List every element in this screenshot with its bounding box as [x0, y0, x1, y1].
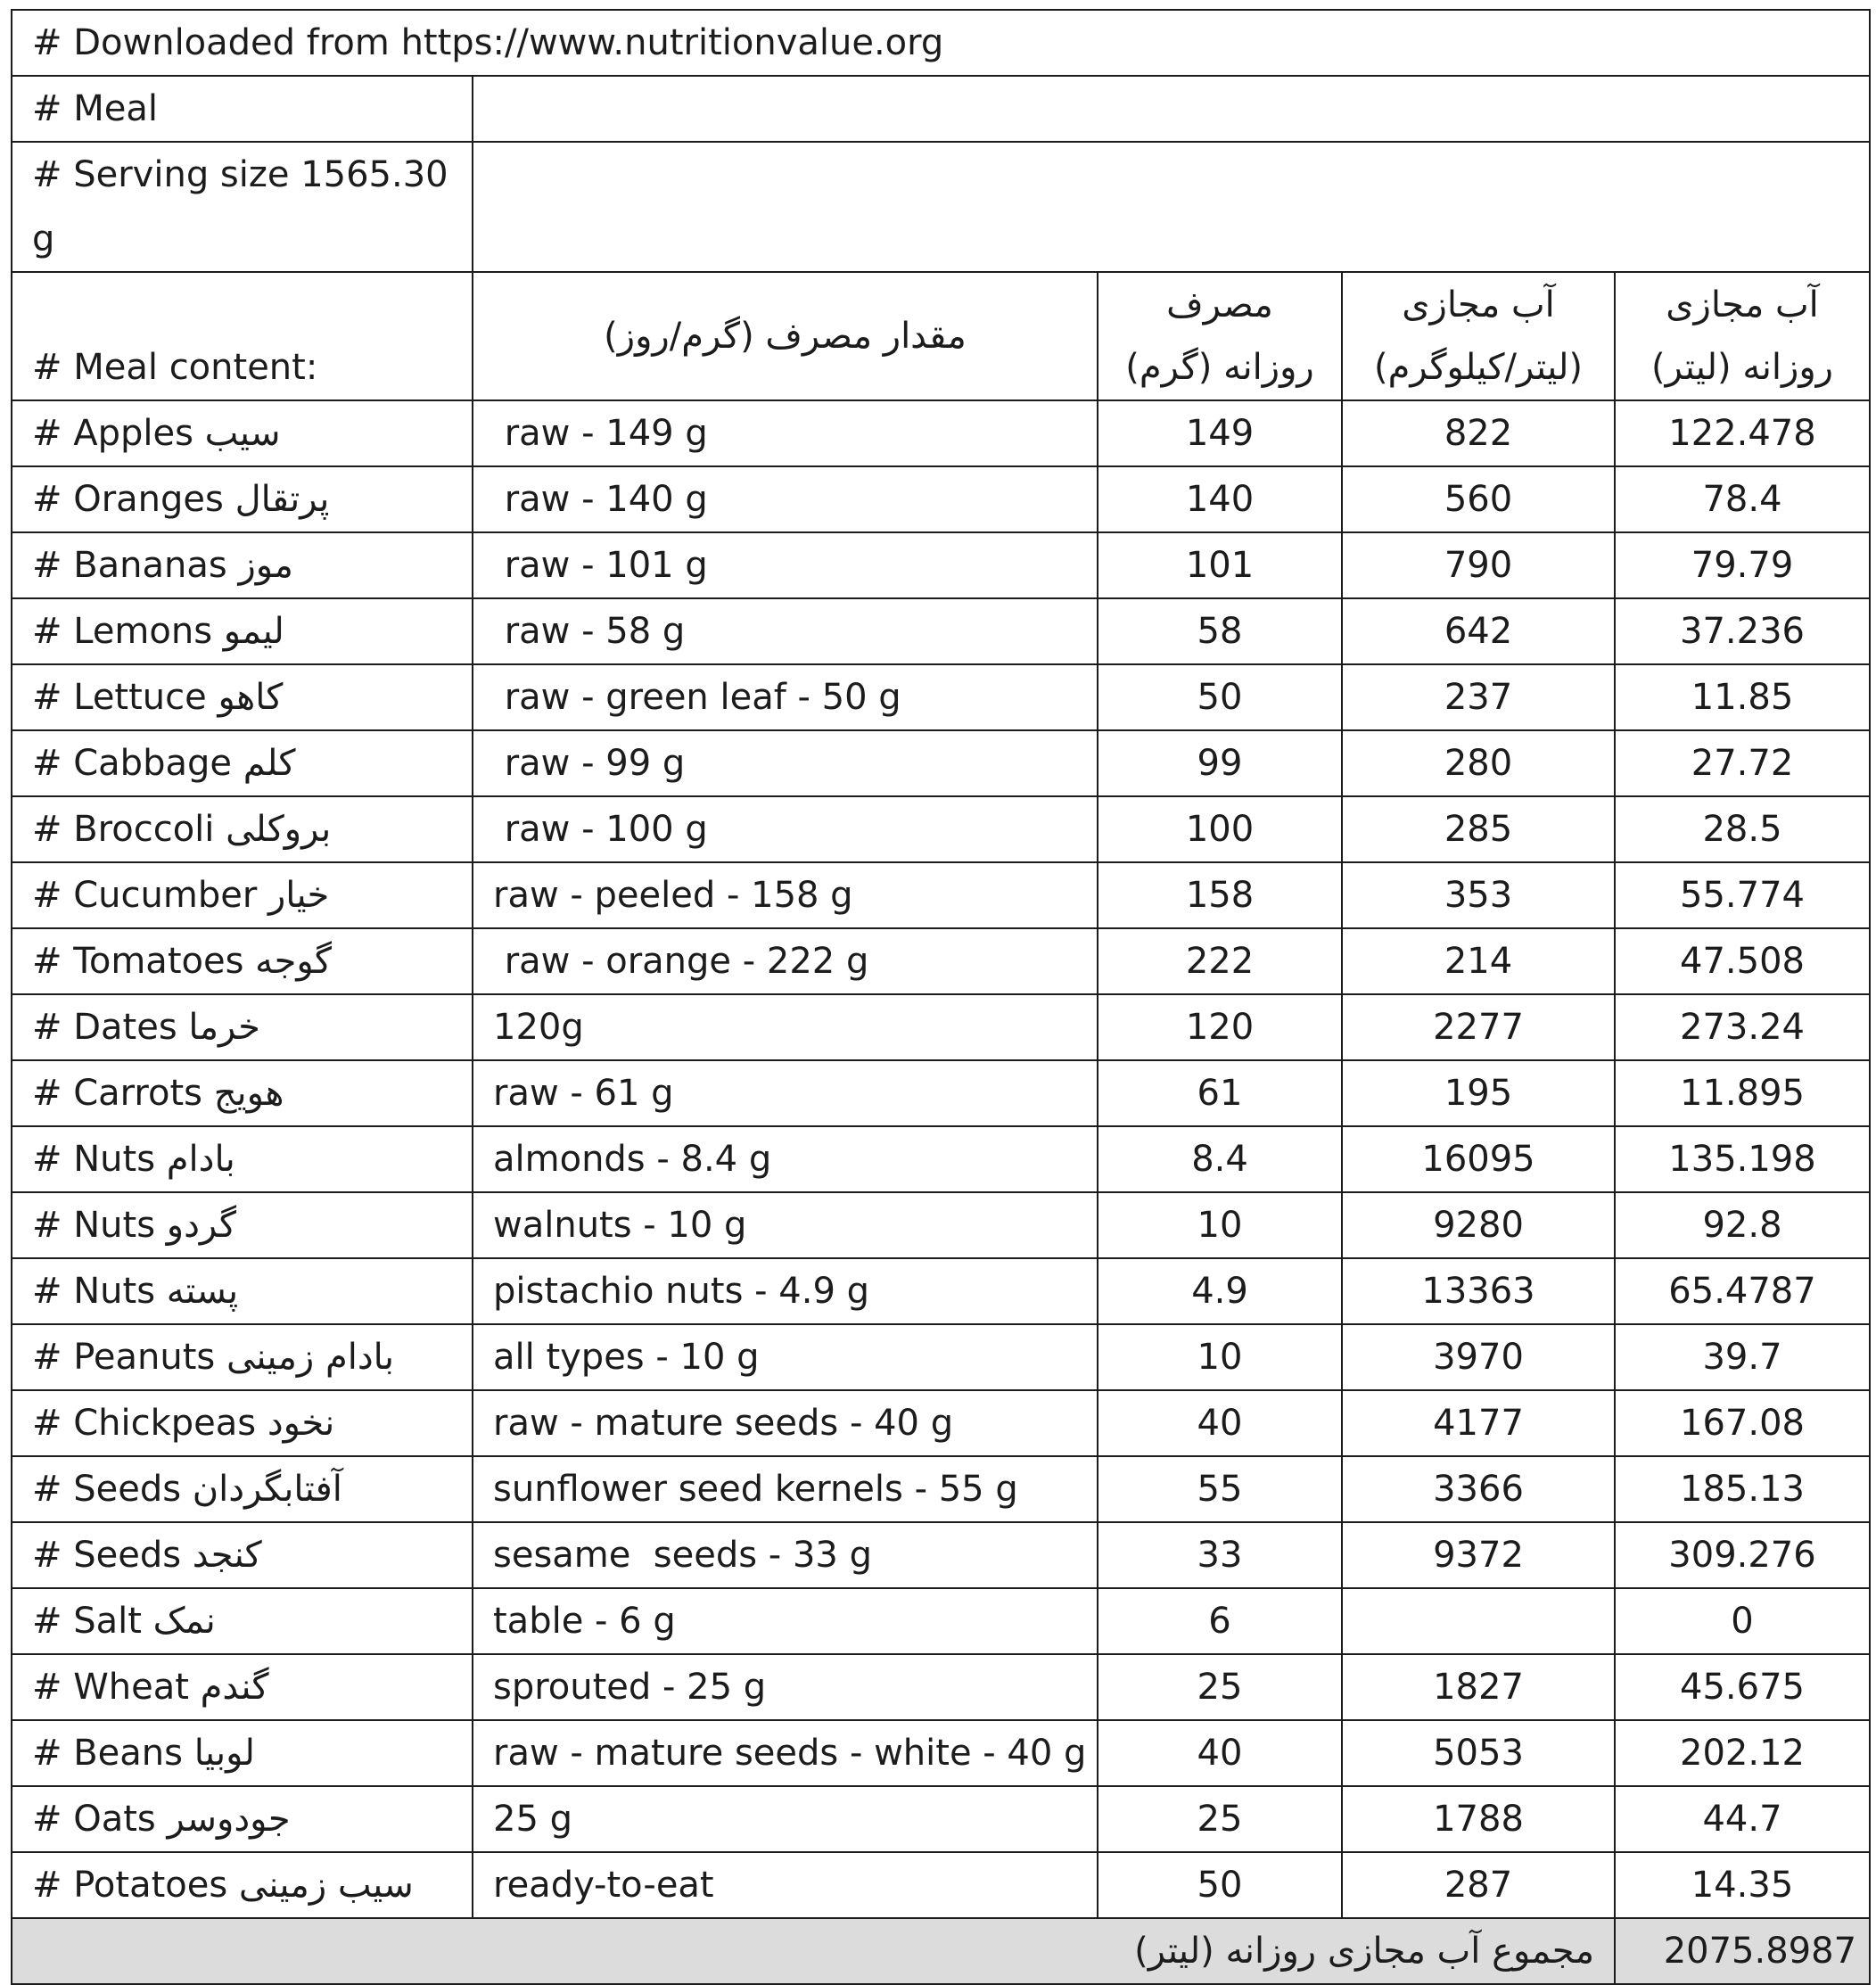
item-description: 25 g	[473, 1786, 1098, 1852]
item-name-cell	[12, 1852, 473, 1918]
virtual-water-per-kg: 195	[1342, 1060, 1615, 1126]
daily-grams: 140	[1098, 466, 1342, 532]
virtual-water-per-kg: 9372	[1342, 1522, 1615, 1588]
item-description: table - 6 g	[473, 1588, 1098, 1654]
item-name-cell	[12, 1654, 473, 1720]
item-description: raw - 149 g	[473, 400, 1098, 466]
item-description: sesame seeds - 33 g	[473, 1522, 1098, 1588]
daily-grams: 100	[1098, 796, 1342, 862]
serving-row	[12, 142, 1870, 272]
daily-grams: 40	[1098, 1390, 1342, 1456]
item-name-fa: گوجه	[255, 941, 333, 982]
item-name-fa: موز	[238, 545, 293, 586]
daily-grams: 10	[1098, 1324, 1342, 1390]
daily-grams: 6	[1098, 1588, 1342, 1654]
table-row	[12, 532, 1870, 598]
item-name-cell	[12, 1588, 473, 1654]
meal-line: # Meal	[12, 76, 473, 142]
item-name: # Nuts	[32, 1139, 156, 1180]
item-name-cell	[12, 664, 473, 730]
header-meal-content: # Meal content:	[12, 272, 473, 400]
header-daily-virtual-water: آب مجازی روزانه (لیتر)	[1615, 272, 1870, 400]
virtual-water-per-kg: 214	[1342, 928, 1615, 994]
table-row	[12, 664, 1870, 730]
virtual-water-per-kg: 790	[1342, 532, 1615, 598]
item-name: # Nuts	[32, 1271, 156, 1312]
item-description: raw - green leaf - 50 g	[473, 664, 1098, 730]
item-name: # Broccoli	[32, 809, 215, 850]
daily-virtual-water: 273.24	[1615, 994, 1870, 1060]
item-name-fa: نمک	[152, 1601, 216, 1642]
daily-grams: 55	[1098, 1456, 1342, 1522]
table-row	[12, 1588, 1870, 1654]
item-description: raw - 100 g	[473, 796, 1098, 862]
daily-virtual-water: 65.4787	[1615, 1258, 1870, 1324]
item-description: all types - 10 g	[473, 1324, 1098, 1390]
item-name: # Lettuce	[32, 677, 207, 718]
serving-line: # Serving size 1565.30 g	[12, 142, 473, 272]
item-name-cell	[12, 1060, 473, 1126]
table-row	[12, 1324, 1870, 1390]
item-name-fa: گندم	[200, 1667, 269, 1708]
source-row	[12, 10, 1870, 76]
item-name-cell	[12, 928, 473, 994]
item-name-cell	[12, 1258, 473, 1324]
virtual-water-per-kg: 4177	[1342, 1390, 1615, 1456]
item-description: ready-to-eat	[473, 1852, 1098, 1918]
source-line: # Downloaded from https://www.nutritionvalue.org	[12, 10, 1870, 76]
daily-virtual-water: 28.5	[1615, 796, 1870, 862]
daily-grams: 149	[1098, 400, 1342, 466]
item-name-fa: کلم	[243, 743, 296, 784]
item-description: raw - 99 g	[473, 730, 1098, 796]
item-name-fa: آفتابگردان	[192, 1469, 342, 1510]
item-name-fa: خیار	[267, 875, 330, 916]
item-name: # Lemons	[32, 611, 213, 652]
header-virtual-water-per-kg: آب مجازی (لیتر/کیلوگرم)	[1342, 272, 1615, 400]
item-name-fa: لیمو	[223, 611, 284, 652]
item-name-fa: پرتقال	[234, 479, 330, 520]
item-name: # Nuts	[32, 1205, 156, 1246]
item-name-cell	[12, 1522, 473, 1588]
daily-grams: 25	[1098, 1786, 1342, 1852]
item-name-fa: گردو	[166, 1205, 236, 1246]
daily-virtual-water: 14.35	[1615, 1852, 1870, 1918]
daily-virtual-water: 55.774	[1615, 862, 1870, 928]
daily-virtual-water: 44.7	[1615, 1786, 1870, 1852]
total-row	[12, 1918, 1870, 1984]
meal-row	[12, 76, 1870, 142]
item-name-cell	[12, 1126, 473, 1192]
virtual-water-per-kg: 287	[1342, 1852, 1615, 1918]
item-name: # Seeds	[32, 1535, 182, 1576]
daily-virtual-water: 122.478	[1615, 400, 1870, 466]
item-name-fa: پسته	[166, 1271, 239, 1312]
table-row	[12, 1786, 1870, 1852]
table-row	[12, 862, 1870, 928]
virtual-water-per-kg: 3970	[1342, 1324, 1615, 1390]
table-row	[12, 796, 1870, 862]
serving-empty-cell	[473, 142, 1870, 272]
virtual-water-per-kg: 1827	[1342, 1654, 1615, 1720]
virtual-water-table	[11, 9, 1871, 1985]
table-row	[12, 400, 1870, 466]
item-name-fa: نخود	[267, 1403, 335, 1444]
item-name-fa: سیب	[204, 413, 281, 454]
table-row	[12, 466, 1870, 532]
virtual-water-per-kg: 16095	[1342, 1126, 1615, 1192]
item-name: # Seeds	[32, 1469, 182, 1510]
item-description: raw - 101 g	[473, 532, 1098, 598]
virtual-water-per-kg: 2277	[1342, 994, 1615, 1060]
daily-virtual-water: 11.85	[1615, 664, 1870, 730]
virtual-water-per-kg: 3366	[1342, 1456, 1615, 1522]
item-name: # Salt	[32, 1601, 142, 1642]
table-row	[12, 1192, 1870, 1258]
virtual-water-per-kg: 237	[1342, 664, 1615, 730]
item-name-fa: سیب زمینی	[238, 1865, 414, 1906]
item-name-fa: بادام	[166, 1139, 235, 1180]
total-label: مجموع آب مجازی روزانه (لیتر)	[12, 1918, 1615, 1984]
table-row	[12, 928, 1870, 994]
daily-virtual-water: 27.72	[1615, 730, 1870, 796]
daily-virtual-water: 11.895	[1615, 1060, 1870, 1126]
daily-virtual-water: 47.508	[1615, 928, 1870, 994]
table-row	[12, 730, 1870, 796]
virtual-water-per-kg: 642	[1342, 598, 1615, 664]
virtual-water-per-kg: 1788	[1342, 1786, 1615, 1852]
item-description: almonds - 8.4 g	[473, 1126, 1098, 1192]
total-value: 2075.8987	[1615, 1918, 1870, 1984]
item-description: raw - peeled - 158 g	[473, 862, 1098, 928]
item-name-cell	[12, 994, 473, 1060]
item-name: # Potatoes	[32, 1865, 228, 1906]
virtual-water-per-kg: 353	[1342, 862, 1615, 928]
daily-virtual-water: 92.8	[1615, 1192, 1870, 1258]
table-row	[12, 1654, 1870, 1720]
daily-grams: 40	[1098, 1720, 1342, 1786]
item-name: # Wheat	[32, 1667, 189, 1708]
virtual-water-per-kg: 285	[1342, 796, 1615, 862]
item-name-cell	[12, 796, 473, 862]
item-description: raw - mature seeds - 40 g	[473, 1390, 1098, 1456]
table-row	[12, 598, 1870, 664]
item-name: # Dates	[32, 1007, 177, 1048]
meal-empty-cell	[473, 76, 1870, 142]
daily-virtual-water: 167.08	[1615, 1390, 1870, 1456]
item-name: # Carrots	[32, 1073, 202, 1114]
item-name-cell	[12, 598, 473, 664]
daily-grams: 58	[1098, 598, 1342, 664]
item-name-fa: خرما	[188, 1007, 260, 1048]
item-name-cell	[12, 1456, 473, 1522]
item-description: raw - 140 g	[473, 466, 1098, 532]
daily-grams: 25	[1098, 1654, 1342, 1720]
virtual-water-per-kg: 5053	[1342, 1720, 1615, 1786]
item-description: raw - 58 g	[473, 598, 1098, 664]
daily-virtual-water: 0	[1615, 1588, 1870, 1654]
item-description: pistachio nuts - 4.9 g	[473, 1258, 1098, 1324]
table-row	[12, 1522, 1870, 1588]
item-name-fa: کنجد	[192, 1535, 262, 1576]
daily-grams: 10	[1098, 1192, 1342, 1258]
virtual-water-per-kg: 13363	[1342, 1258, 1615, 1324]
table-row	[12, 1852, 1870, 1918]
item-description: walnuts - 10 g	[473, 1192, 1098, 1258]
daily-virtual-water: 202.12	[1615, 1720, 1870, 1786]
item-description: 120g	[473, 994, 1098, 1060]
item-name-cell	[12, 1192, 473, 1258]
daily-grams: 8.4	[1098, 1126, 1342, 1192]
item-description: raw - mature seeds - white - 40 g	[473, 1720, 1098, 1786]
item-name: # Apples	[32, 413, 193, 454]
item-name-cell	[12, 1324, 473, 1390]
daily-grams: 61	[1098, 1060, 1342, 1126]
item-name-fa: کاهو	[218, 677, 284, 718]
daily-grams: 50	[1098, 664, 1342, 730]
daily-grams: 33	[1098, 1522, 1342, 1588]
virtual-water-per-kg: 9280	[1342, 1192, 1615, 1258]
header-daily-consumption: مصرف روزانه (گرم)	[1098, 272, 1342, 400]
item-name-fa: بادام زمینی	[226, 1337, 394, 1378]
daily-grams: 158	[1098, 862, 1342, 928]
table-row	[12, 1126, 1870, 1192]
daily-virtual-water: 39.7	[1615, 1324, 1870, 1390]
virtual-water-per-kg	[1342, 1588, 1615, 1654]
daily-virtual-water: 309.276	[1615, 1522, 1870, 1588]
daily-grams: 101	[1098, 532, 1342, 598]
item-name-cell	[12, 532, 473, 598]
header-row	[12, 272, 1870, 400]
item-description: raw - orange - 222 g	[473, 928, 1098, 994]
item-name: # Beans	[32, 1733, 183, 1774]
daily-grams: 222	[1098, 928, 1342, 994]
daily-virtual-water: 37.236	[1615, 598, 1870, 664]
item-name-fa: هویج	[213, 1073, 284, 1114]
item-name-fa: لوبیا	[193, 1733, 255, 1774]
item-name-fa: جودوسر	[167, 1799, 291, 1840]
item-name-cell	[12, 1786, 473, 1852]
table-row	[12, 1390, 1870, 1456]
item-name-cell	[12, 1390, 473, 1456]
item-name-cell	[12, 400, 473, 466]
daily-grams: 4.9	[1098, 1258, 1342, 1324]
table-row	[12, 1720, 1870, 1786]
daily-virtual-water: 79.79	[1615, 532, 1870, 598]
table-row	[12, 1456, 1870, 1522]
item-name: # Peanuts	[32, 1337, 216, 1378]
virtual-water-per-kg: 280	[1342, 730, 1615, 796]
daily-virtual-water: 45.675	[1615, 1654, 1870, 1720]
virtual-water-per-kg: 560	[1342, 466, 1615, 532]
table-row	[12, 1258, 1870, 1324]
item-name-cell	[12, 466, 473, 532]
daily-grams: 50	[1098, 1852, 1342, 1918]
item-name: # Tomatoes	[32, 941, 244, 982]
table-row	[12, 1060, 1870, 1126]
table-row	[12, 994, 1870, 1060]
daily-virtual-water: 135.198	[1615, 1126, 1870, 1192]
item-name: # Chickpeas	[32, 1403, 257, 1444]
item-description: sprouted - 25 g	[473, 1654, 1098, 1720]
item-name: # Oats	[32, 1799, 156, 1840]
virtual-water-per-kg: 822	[1342, 400, 1615, 466]
daily-virtual-water: 78.4	[1615, 466, 1870, 532]
item-name-cell	[12, 1720, 473, 1786]
item-name: # Cabbage	[32, 743, 232, 784]
daily-virtual-water: 185.13	[1615, 1456, 1870, 1522]
daily-grams: 120	[1098, 994, 1342, 1060]
item-name: # Cucumber	[32, 875, 258, 916]
daily-grams: 99	[1098, 730, 1342, 796]
item-name-cell	[12, 862, 473, 928]
header-amount: مقدار مصرف (گرم/روز)	[473, 272, 1098, 400]
item-name: # Oranges	[32, 479, 224, 520]
item-name-cell	[12, 730, 473, 796]
item-name-fa: بروکلی	[226, 809, 332, 850]
item-description: raw - 61 g	[473, 1060, 1098, 1126]
item-description: sunflower seed kernels - 55 g	[473, 1456, 1098, 1522]
item-name: # Bananas	[32, 545, 227, 586]
